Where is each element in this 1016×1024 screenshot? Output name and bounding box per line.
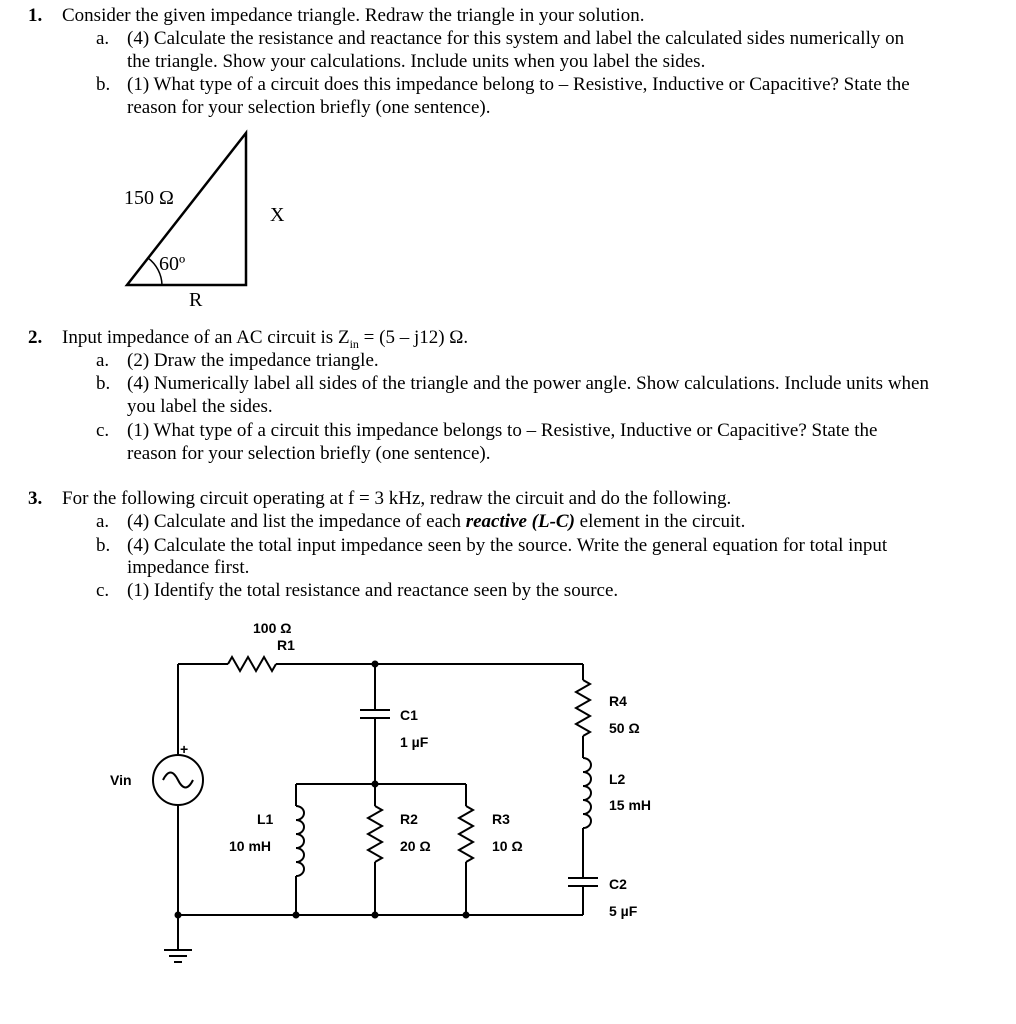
- q3-c-line1: (1) Identify the total resistance and reactance seen by the source.: [127, 580, 619, 601]
- q2-stem-prefix: Input impedance of an AC circuit is Z: [62, 327, 350, 348]
- l2-name-label: L2: [609, 771, 626, 787]
- l1-value-label: 10 mH: [229, 838, 272, 854]
- q3-a-post: element in the circuit.: [574, 511, 746, 532]
- q2-number: 2.: [28, 327, 43, 348]
- triangle-angle-label: 60º: [159, 253, 186, 275]
- q1-a-line2: the triangle. Show your calculations. Include units when you label the sides.: [127, 51, 706, 72]
- q2-b-letter: b.: [96, 373, 111, 394]
- q3-number: 3.: [28, 488, 43, 509]
- q2-c-letter: c.: [96, 420, 110, 441]
- r4-name-label: R4: [609, 693, 627, 709]
- r2-value-label: 20 Ω: [400, 838, 431, 854]
- l2-value-label: 15 mH: [609, 797, 652, 813]
- q2-stem-sub: in: [349, 336, 359, 351]
- triangle-hyp-label: 150 Ω: [124, 187, 174, 209]
- q1-stem: Consider the given impedance triangle. Redraw the triangle in your solution.: [62, 5, 645, 26]
- q1-number: 1.: [28, 5, 43, 26]
- l1-inductor: [296, 806, 304, 876]
- r4-value-label: 50 Ω: [609, 720, 640, 736]
- q3-a-line1: [127, 511, 745, 533]
- c1-name-label: C1: [400, 707, 418, 723]
- q3-b-line2: impedance first.: [127, 557, 250, 578]
- c2-value-label: 5 µF: [609, 903, 638, 919]
- q3-a-letter: a.: [96, 511, 110, 532]
- q2-b-line1: (4) Numerically label all sides of the triangle and the power angle. Show calculations. Include units when: [127, 373, 929, 394]
- r3-name-label: R3: [492, 811, 510, 827]
- impedance-triangle: [0, 0, 1016, 330]
- triangle-adjacent-label: R: [189, 289, 203, 311]
- q2-stem-suffix: = (5 – j12) Ω.: [358, 327, 469, 348]
- circuit-schematic: [0, 610, 1016, 1024]
- q2-c-line1: (1) What type of a circuit this impedance belongs to – Resistive, Inductive or Capacitive? State the: [127, 420, 878, 441]
- q1-b-letter: b.: [96, 74, 111, 95]
- source-name-label: Vin: [110, 772, 132, 788]
- r2-resistor: [368, 806, 382, 862]
- q2-a-line1: (2) Draw the impedance triangle.: [127, 350, 379, 371]
- q1-b-line1: (1) What type of a circuit does this impedance belong to – Resistive, Inductive or Capacitive? State the: [127, 74, 910, 95]
- q3-b-letter: b.: [96, 535, 111, 556]
- q3-b-line1: (4) Calculate the total input impedance seen by the source. Write the general equation for total input: [127, 535, 888, 556]
- triangle-opposite-label: X: [270, 204, 285, 226]
- q3-a-emphasis: reactive (L-C): [465, 511, 575, 532]
- r1-resistor: [228, 657, 276, 671]
- r2-name-label: R2: [400, 811, 418, 827]
- q3-stem: For the following circuit operating at f = 3 kHz, redraw the circuit and do the following.: [62, 488, 732, 509]
- q1-a-letter: a.: [96, 28, 110, 49]
- r1-value-label: 100 Ω: [253, 620, 292, 636]
- r3-resistor: [459, 806, 473, 862]
- q3-c-letter: c.: [96, 580, 110, 601]
- q1-a-line1: (4) Calculate the resistance and reactance for this system and label the calculated sides numerically on: [127, 28, 905, 49]
- l1-name-label: L1: [257, 811, 274, 827]
- q2-a-letter: a.: [96, 350, 110, 371]
- c1-value-label: 1 µF: [400, 734, 429, 750]
- q2-b-line2: you label the sides.: [127, 396, 273, 417]
- q2-c-line2: reason for your selection briefly (one sentence).: [127, 443, 491, 464]
- c2-name-label: C2: [609, 876, 627, 892]
- r1-name-label: R1: [277, 637, 295, 653]
- l2-inductor: [583, 758, 591, 828]
- q3-a-pre: (4) Calculate and list the impedance of each: [127, 511, 466, 532]
- q1-b-line2: reason for your selection briefly (one sentence).: [127, 97, 491, 118]
- r4-resistor: [576, 680, 590, 736]
- r3-value-label: 10 Ω: [492, 838, 523, 854]
- source-polarity-label: +: [180, 741, 189, 757]
